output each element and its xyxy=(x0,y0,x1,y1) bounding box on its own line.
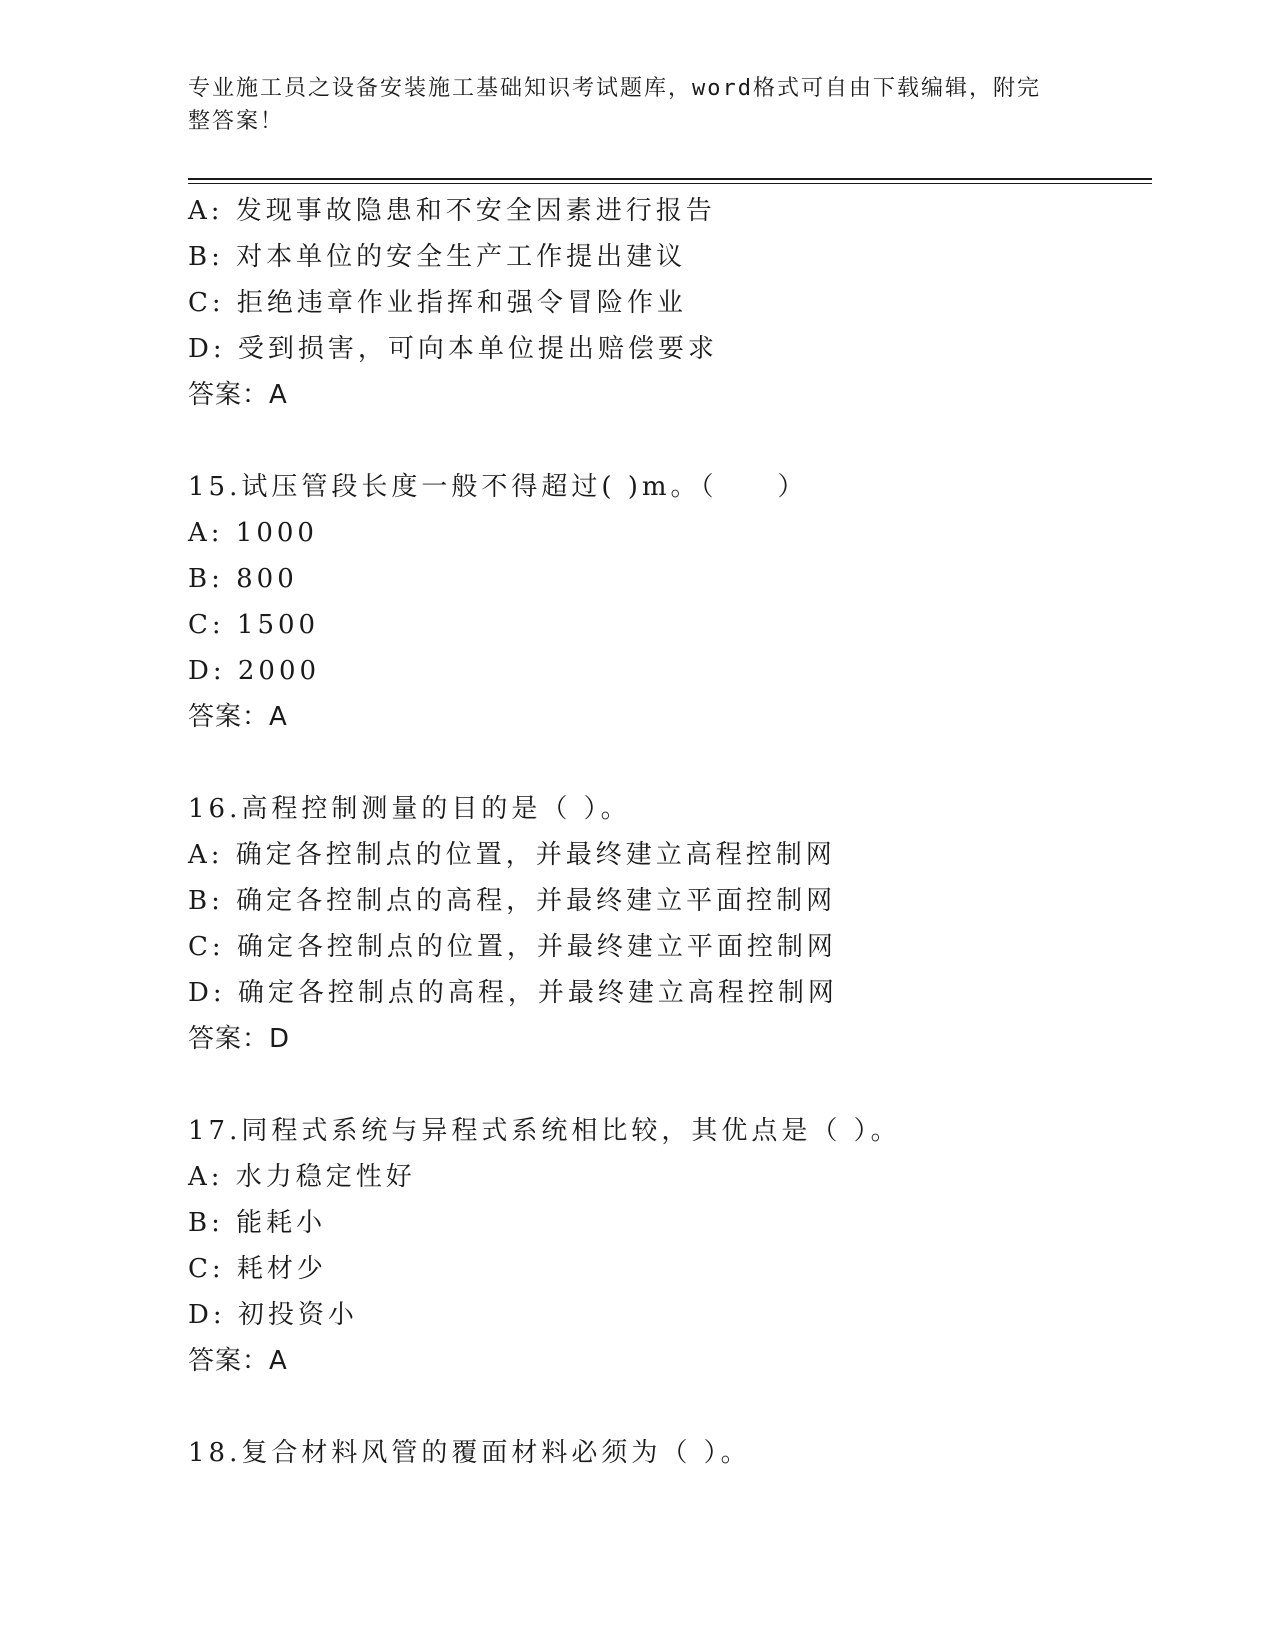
option-c: C: 确定各控制点的位置，并最终建立平面控制网 xyxy=(188,932,837,962)
option-b: B: 对本单位的安全生产工作提出建议 xyxy=(188,242,687,272)
option-b: B: 确定各控制点的高程，并最终建立平面控制网 xyxy=(188,886,837,916)
question-text: 17.同程式系统与异程式系统相比较，其优点是（ ）。 xyxy=(188,1116,901,1146)
header-line-2: 整答案！ xyxy=(188,109,285,134)
option-a: A: 水力稳定性好 xyxy=(188,1162,416,1192)
header-line-1: 专业施工员之设备安装施工基础知识考试题库，word格式可自由下载编辑，附完 xyxy=(188,76,1041,101)
question-block-15 xyxy=(188,464,1152,740)
question-block-18 xyxy=(188,1430,1152,1476)
option-d: D: 初投资小 xyxy=(188,1300,358,1330)
question-text: 16.高程控制测量的目的是（ ）。 xyxy=(188,794,631,824)
option-c: C: 拒绝违章作业指挥和强令冒险作业 xyxy=(188,288,687,318)
option-a: A: 1000 xyxy=(188,518,318,548)
header-divider-thick xyxy=(188,178,1152,180)
option-a: A: 确定各控制点的位置，并最终建立高程控制网 xyxy=(188,840,836,870)
question-block-17 xyxy=(188,1108,1152,1384)
answer-line: 答案：A xyxy=(188,1346,288,1376)
question-block-14 xyxy=(188,188,1152,418)
spacer xyxy=(188,1384,1152,1430)
spacer xyxy=(188,1062,1152,1108)
option-d: D: 受到损害，可向本单位提出赔偿要求 xyxy=(188,334,718,364)
header-divider-thin xyxy=(188,183,1152,184)
option-c: C: 1500 xyxy=(188,610,320,640)
question-text: 18.复合材料风管的覆面材料必须为（ ）。 xyxy=(188,1438,751,1468)
answer-line: 答案：A xyxy=(188,702,288,732)
answer-line: 答案：A xyxy=(188,380,288,410)
option-d: D: 确定各控制点的高程，并最终建立高程控制网 xyxy=(188,978,838,1008)
spacer xyxy=(188,418,1152,464)
document-header xyxy=(188,72,1088,138)
option-d: D: 2000 xyxy=(188,656,321,686)
option-b: B: 能耗小 xyxy=(188,1208,327,1238)
option-b: B: 800 xyxy=(188,564,298,594)
answer-line: 答案：D xyxy=(188,1024,291,1054)
question-block-16 xyxy=(188,786,1152,1062)
option-a: A: 发现事故隐患和不安全因素进行报告 xyxy=(188,196,716,226)
option-c: C: 耗材少 xyxy=(188,1254,327,1284)
spacer xyxy=(188,740,1152,786)
question-text: 15.试压管段长度一般不得超过( )m。（ ） xyxy=(188,472,808,502)
question-list xyxy=(188,188,1152,1476)
